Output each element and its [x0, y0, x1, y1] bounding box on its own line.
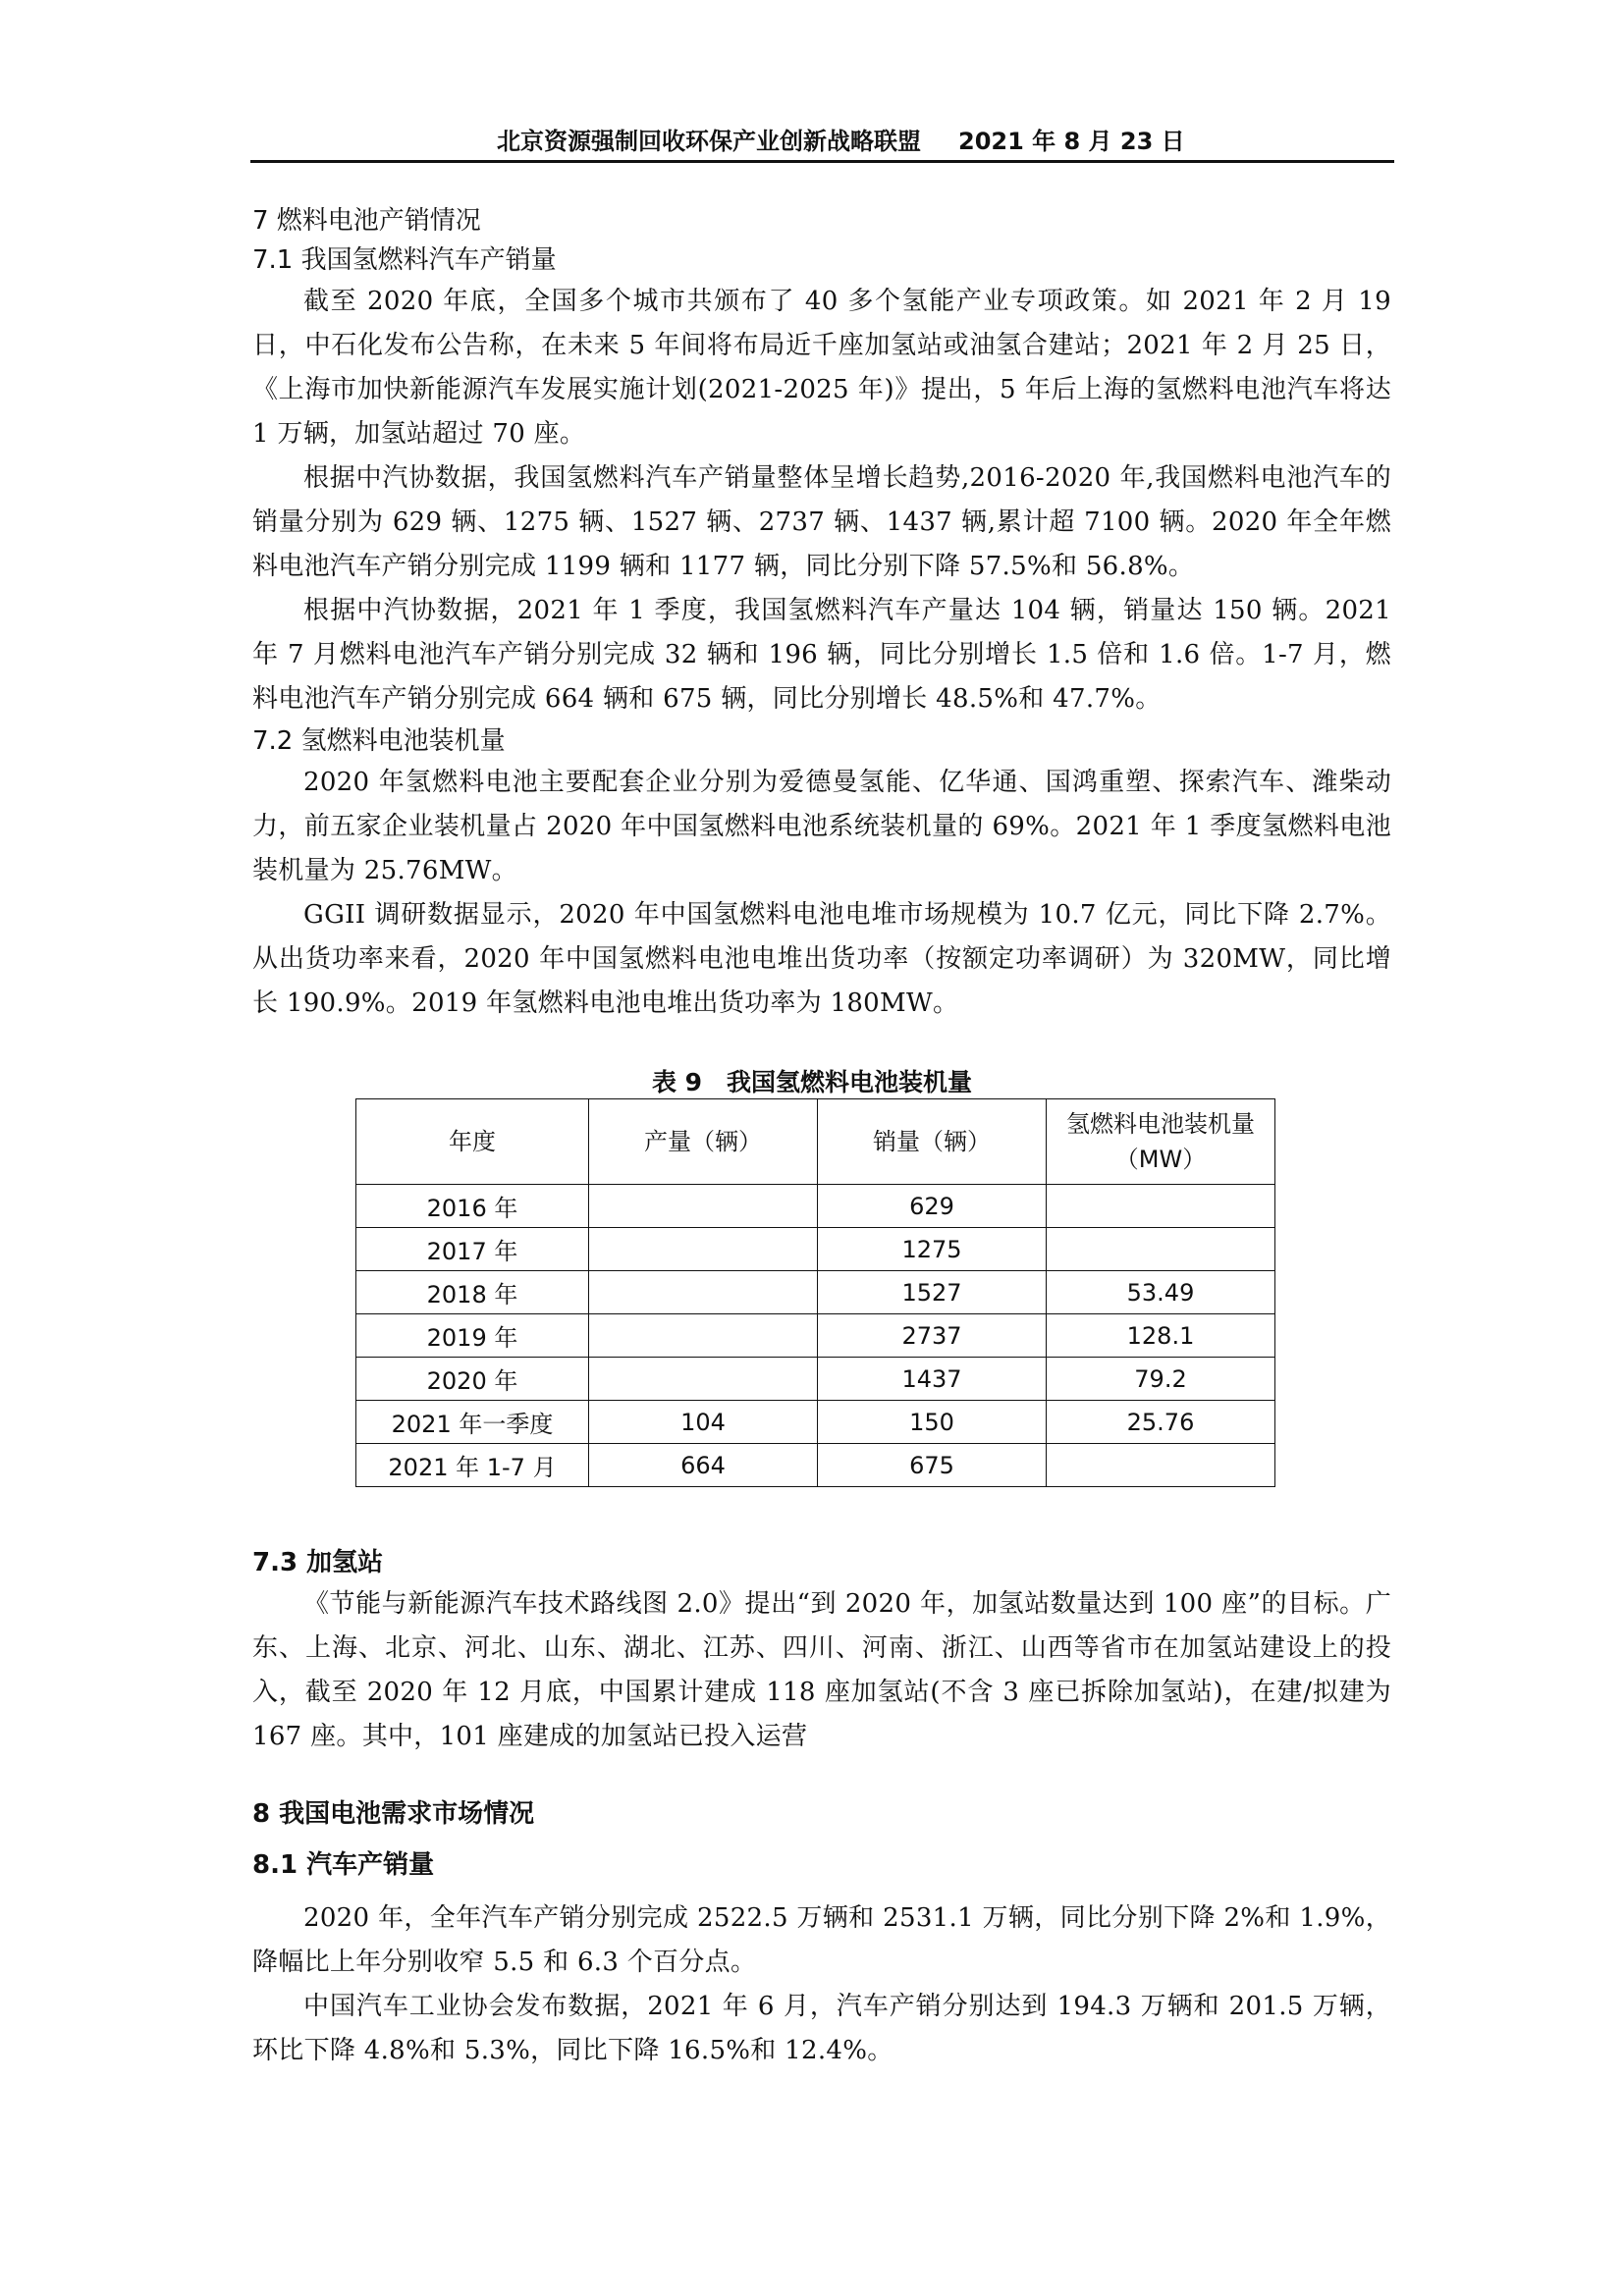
- table-row: [356, 1358, 1275, 1401]
- section-7-title: 7 燃料电池产销情况: [252, 206, 481, 236]
- paragraph-auto-june: 中国汽车工业协会发布数据，2021 年 6 月，汽车产销分别达到 194.3 万辆和 201.5 万辆，环比下降 4.8%和 5.3%，同比下降 16.5%和 12.4%。: [252, 1992, 1391, 2065]
- section-8-title: 8 我国电池需求市场情况: [252, 1799, 535, 1829]
- cell-year: 2018 年: [356, 1271, 589, 1314]
- section-7-2-title: 7.2 氢燃料电池装机量: [252, 726, 506, 756]
- section-8-1-title: 8.1 汽车产销量: [252, 1850, 435, 1880]
- cell-production: [589, 1228, 818, 1271]
- cell-production: [589, 1314, 818, 1358]
- table-row: [356, 1401, 1275, 1444]
- header-capacity: 氢燃料电池装机量（MW）: [1047, 1099, 1275, 1185]
- cell-year: 2016 年: [356, 1185, 589, 1228]
- header-rule: [250, 160, 1394, 163]
- paragraph-2021-q1: 根据中汽协数据，2021 年 1 季度，我国氢燃料汽车产量达 104 辆，销量达 150 辆。2021 年 7 月燃料电池汽车产销分别完成 32 辆和 196 辆，同比分别增长 1.5 倍和 1.6 倍。1-7 月，燃料电池汽车产销分别完成 664 辆和 675 辆，同比分别增长 48.5%和 47.7%。: [252, 596, 1391, 714]
- cell-year: 2021 年一季度: [356, 1401, 589, 1444]
- paragraph-sales-trend: 根据中汽协数据，我国氢燃料汽车产销量整体呈增长趋势,2016-2020 年,我国燃料电池汽车的销量分别为 629 辆、1275 辆、1527 辆、2737 辆、1437 辆,累计超 7100 辆。2020 年全年燃料电池汽车产销分别完成 1199 辆和 1177 辆，同比分别下降 57.5%和 56.8%。: [252, 463, 1391, 581]
- cell-sales: 1275: [818, 1228, 1047, 1271]
- cell-capacity: 25.76: [1047, 1401, 1275, 1444]
- cell-capacity: 79.2: [1047, 1358, 1275, 1401]
- cell-sales: 1437: [818, 1358, 1047, 1401]
- section-7-3-and-8: [252, 1543, 1391, 2073]
- paragraph-ggii: GGII 调研数据显示，2020 年中国氢燃料电池电堆市场规模为 10.7 亿元，同比下降 2.7%。从出货功率来看，2020 年中国氢燃料电池电堆出货功率（按额定功率调研）为 320MW，同比增长 190.9%。2019 年氢燃料电池电堆出货功率为 180MW。: [252, 900, 1391, 1018]
- table-row: [356, 1314, 1275, 1358]
- cell-capacity: [1047, 1228, 1275, 1271]
- installed-capacity-table: [355, 1098, 1275, 1487]
- header-production: 产量（辆）: [589, 1099, 818, 1185]
- cell-capacity: [1047, 1444, 1275, 1487]
- header-date: 2021 年 8 月 23 日: [958, 128, 1185, 155]
- cell-production: 664: [589, 1444, 818, 1487]
- cell-production: [589, 1271, 818, 1314]
- cell-capacity: 128.1: [1047, 1314, 1275, 1358]
- cell-capacity: 53.49: [1047, 1271, 1275, 1314]
- header-organization: 北京资源强制回收环保产业创新战略联盟: [497, 128, 921, 155]
- section-7-3-title: 7.3 加氢站: [252, 1548, 384, 1577]
- paragraph-hydrogen-stations: 《节能与新能源汽车技术路线图 2.0》提出“到 2020 年，加氢站数量达到 100 座”的目标。广东、上海、北京、河北、山东、湖北、江苏、四川、河南、浙江、山西等省市在加氢站建设上的投入，截至 2020 年 12 月底，中国累计建成 118 座加氢站(不含 3 座已拆除加氢站)，在建/拟建为 167 座。其中，101 座建成的加氢站已投入运营: [252, 1589, 1391, 1751]
- table-caption: 表 9 我国氢燃料电池装机量: [651, 1068, 973, 1096]
- cell-sales: 629: [818, 1185, 1047, 1228]
- table-row: [356, 1444, 1275, 1487]
- cell-production: 104: [589, 1401, 818, 1444]
- cell-sales: 2737: [818, 1314, 1047, 1358]
- header-sales: 销量（辆）: [818, 1099, 1047, 1185]
- cell-year: 2019 年: [356, 1314, 589, 1358]
- cell-year: 2020 年: [356, 1358, 589, 1401]
- paragraph-suppliers: 2020 年氢燃料电池主要配套企业分别为爱德曼氢能、亿华通、国鸿重塑、探索汽车、潍柴动力，前五家企业装机量占 2020 年中国氢燃料电池系统装机量的 69%。2021 年 1 季度氢燃料电池装机量为 25.76MW。: [252, 768, 1391, 885]
- cell-sales: 675: [818, 1444, 1047, 1487]
- section-7-1-title: 7.1 我国氢燃料汽车产销量: [252, 245, 557, 275]
- cell-sales: 1527: [818, 1271, 1047, 1314]
- cell-year: 2021 年 1-7 月: [356, 1444, 589, 1487]
- paragraph-policy: 截至 2020 年底，全国多个城市共颁布了 40 多个氢能产业专项政策。如 2021 年 2 月 19 日，中石化发布公告称，在未来 5 年间将布局近千座加氢站或油氢合建站；2021 年 2 月 25 日，《上海市加快新能源汽车发展实施计划(2021-2025 年)》提出，5 年后上海的氢燃料电池汽车将达 1 万辆，加氢站超过 70 座。: [252, 287, 1391, 449]
- table-row: [356, 1228, 1275, 1271]
- cell-sales: 150: [818, 1401, 1047, 1444]
- page-header: [250, 120, 1394, 159]
- header-year: 年度: [356, 1099, 589, 1185]
- cell-year: 2017 年: [356, 1228, 589, 1271]
- section-7: [252, 201, 1391, 1026]
- cell-production: [589, 1185, 818, 1228]
- table-row: [356, 1271, 1275, 1314]
- cell-capacity: [1047, 1185, 1275, 1228]
- table-row: [356, 1185, 1275, 1228]
- paragraph-auto-2020: 2020 年，全年汽车产销分别完成 2522.5 万辆和 2531.1 万辆，同比分别下降 2%和 1.9%，降幅比上年分别收窄 5.5 和 6.3 个百分点。: [252, 1903, 1391, 1977]
- cell-production: [589, 1358, 818, 1401]
- table-header-row: [356, 1099, 1275, 1185]
